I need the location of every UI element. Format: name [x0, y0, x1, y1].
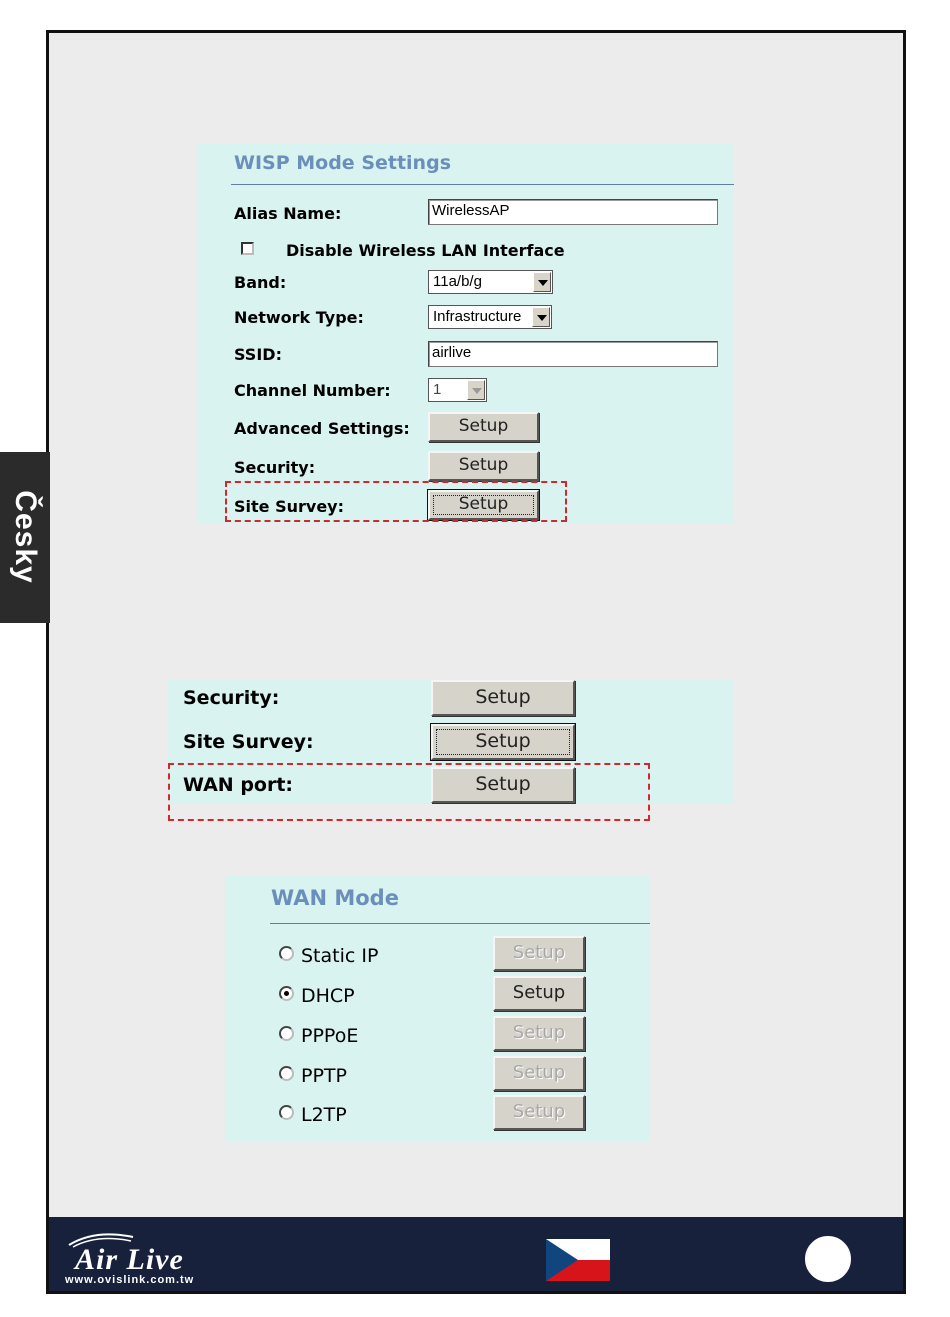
czech-flag-icon [546, 1239, 610, 1281]
site-survey-label: Site Survey: [183, 731, 314, 753]
chevron-down-icon[interactable] [532, 307, 550, 327]
wan-mode-title: WAN Mode [271, 886, 399, 910]
channel-number-select-value: 1 [433, 381, 442, 398]
advanced-settings-setup-button[interactable]: Setup [428, 412, 539, 442]
chevron-down-icon[interactable] [467, 380, 485, 400]
ssid-label: SSID: [234, 345, 282, 364]
static-ip-setup-button[interactable]: Setup [493, 936, 585, 971]
language-side-tab [0, 452, 50, 623]
chevron-down-icon[interactable] [533, 272, 551, 292]
network-type-label: Network Type: [234, 308, 364, 327]
network-type-select[interactable] [428, 305, 552, 329]
security-setup-button[interactable]: Setup [428, 451, 539, 481]
wisp-title: WISP Mode Settings [234, 152, 451, 174]
site-survey-highlight [225, 481, 567, 522]
pppoe-setup-button[interactable]: Setup [493, 1016, 585, 1051]
static-ip-label: Static IP [301, 945, 379, 967]
pppoe-radio[interactable] [279, 1026, 294, 1041]
pptp-label: PPTP [301, 1065, 347, 1087]
pptp-setup-button[interactable]: Setup [493, 1056, 585, 1091]
network-type-select-value: Infrastructure [433, 308, 522, 325]
dhcp-setup-button[interactable]: Setup [493, 976, 585, 1011]
site-survey-setup-button[interactable]: Setup [428, 490, 539, 520]
wan-mode-panel [225, 876, 650, 1142]
alias-name-label: Alias Name: [234, 204, 342, 223]
wan-port-label: WAN port: [183, 774, 294, 796]
static-ip-radio[interactable] [279, 946, 294, 961]
dhcp-radio[interactable] [279, 986, 294, 1001]
wisp-settings-panel [197, 143, 734, 523]
band-select[interactable] [428, 270, 553, 294]
language-label: Česky [9, 490, 42, 584]
wan-mode-title-divider [270, 923, 650, 924]
site-survey-setup-button[interactable]: Setup [431, 724, 575, 760]
brand-name: Air Live [75, 1243, 184, 1276]
disable-wlan-label: Disable Wireless LAN Interface [286, 241, 565, 260]
security-label: Security: [183, 687, 280, 709]
l2tp-label: L2TP [301, 1104, 347, 1126]
disable-wlan-checkbox[interactable] [241, 242, 254, 255]
site-survey-label: Site Survey: [234, 497, 344, 516]
channel-number-label: Channel Number: [234, 381, 391, 400]
security-label: Security: [234, 458, 316, 477]
wan-port-setup-button[interactable]: Setup [431, 767, 575, 803]
footer-bar [49, 1217, 903, 1291]
page-number-circle [803, 1234, 853, 1284]
pppoe-label: PPPoE [301, 1025, 359, 1047]
channel-number-select[interactable] [428, 378, 487, 402]
l2tp-radio[interactable] [279, 1105, 294, 1120]
l2tp-setup-button[interactable]: Setup [493, 1095, 585, 1130]
alias-name-input[interactable]: WirelessAP [428, 199, 718, 225]
band-label: Band: [234, 273, 287, 292]
band-select-value: 11a/b/g [433, 273, 482, 290]
security-setup-button[interactable]: Setup [431, 680, 575, 716]
wisp-title-divider [231, 184, 734, 185]
pptp-radio[interactable] [279, 1066, 294, 1081]
brand-url: www.ovislink.com.tw [65, 1274, 195, 1286]
wan-port-highlight [168, 763, 650, 821]
ssid-input[interactable]: airlive [428, 341, 718, 367]
advanced-settings-label: Advanced Settings: [234, 419, 410, 438]
dhcp-label: DHCP [301, 985, 355, 1007]
